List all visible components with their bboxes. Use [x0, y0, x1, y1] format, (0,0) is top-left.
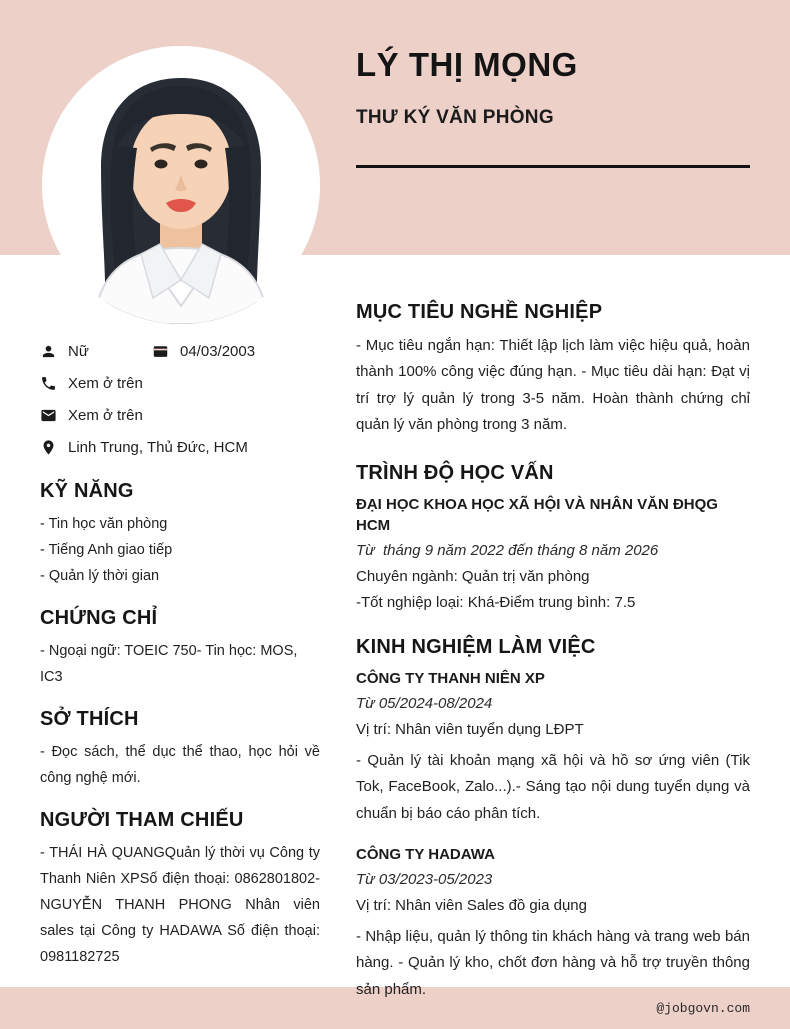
skill-item: - Quản lý thời gian [40, 568, 160, 584]
portrait-photo [42, 46, 320, 324]
job-position: Vị trí: Nhân viên Sales đồ gia dụng [356, 897, 587, 915]
job-company: CÔNG TY THANH NIÊN XP [356, 670, 545, 688]
portrait-illustration [42, 46, 320, 324]
header-block [356, 46, 750, 168]
job-period: Từ 03/2023-05/2023 [356, 871, 493, 889]
header-divider [356, 165, 750, 168]
hobbies-text: - Đọc sách, thể dục thể thao, học hỏi về công nghệ mới. [40, 744, 320, 786]
section-heading-objective: MỤC TIÊU NGHỀ NGHIỆP [356, 301, 603, 323]
job-period: Từ 05/2024-08/2024 [356, 695, 493, 713]
address-field [40, 439, 248, 456]
calendar-icon [152, 343, 169, 360]
email-value: Xem ở trên [68, 406, 143, 424]
education-school: ĐẠI HỌC KHOA HỌC XÃ HỘI VÀ NHÂN VĂN ĐHQG HCM [356, 496, 718, 535]
certificates-list [40, 638, 320, 690]
job-position: Vị trí: Nhân viên tuyển dụng LĐPT [356, 721, 584, 739]
section-heading-education: TRÌNH ĐỘ HỌC VẤN [356, 462, 554, 485]
dob-value: 04/03/2003 [180, 342, 256, 360]
info-row-gender-dob [40, 340, 320, 362]
section-heading-experience: KINH NGHIỆM LÀM VIỆC [356, 636, 596, 659]
phone-icon [40, 375, 57, 392]
job-details: - Quản lý tài khoản mạng xã hội và hồ sơ ứng viên (Tik Tok, FaceBook, Zalo...).- Sáng tạo nội dung tuyển dụng và chuẩn bị báo cáo phân tích. [356, 752, 750, 822]
info-row-email [40, 404, 320, 426]
certificate-item: - Ngoại ngữ: TOEIC 750- Tin học: MOS, IC3 [40, 643, 298, 685]
skill-item: - Tiếng Anh giao tiếp [40, 542, 173, 558]
skill-item: - Tin học văn phòng [40, 516, 168, 532]
right-column [356, 300, 750, 1003]
dob-field [152, 343, 255, 360]
education-major: Chuyên ngành: Quản trị văn phòng [356, 568, 590, 586]
person-icon [40, 343, 57, 360]
page-title: LÝ THỊ MỌNG [356, 46, 578, 83]
education-grade: -Tốt nghiệp loại: Khá-Điểm trung bình: 7.5 [356, 594, 636, 612]
section-heading-references: NGƯỜI THAM CHIẾU [40, 809, 244, 831]
watermark: @jobgovn.com [656, 1000, 750, 1016]
email-field [40, 407, 143, 424]
education-period: Từ tháng 9 năm 2022 đến tháng 8 năm 2026 [356, 542, 659, 560]
section-heading-hobbies: SỞ THÍCH [40, 708, 139, 730]
address-value: Linh Trung, Thủ Đức, HCM [68, 438, 248, 456]
job-title: THƯ KÝ VĂN PHÒNG [356, 107, 554, 128]
section-heading-certificates: CHỨNG CHỈ [40, 607, 158, 629]
gender-value: Nữ [68, 342, 89, 360]
objective-text: - Mục tiêu ngắn hạn: Thiết lập lịch làm việc hiệu quả, hoàn thành 100% công việc đúng hạn. - Mục tiêu dài hạn: Đạt vị trí trợ lý quản lý trong 3-5 năm. Hoàn thành chứng chỉ quản lý văn phòng trong 3 năm. [356, 337, 750, 433]
phone-value: Xem ở trên [68, 374, 143, 392]
location-icon [40, 439, 57, 456]
job-entry [356, 844, 750, 1003]
info-row-address [40, 436, 320, 458]
job-company: CÔNG TY HADAWA [356, 846, 495, 864]
left-column [40, 340, 320, 970]
email-icon [40, 407, 57, 424]
gender-field [40, 343, 152, 360]
job-details: - Nhập liệu, quản lý thông tin khách hàng và trang web bán hàng. - Quản lý kho, chốt đơn hàng và hỗ trợ truyền thông sản phẩm. [356, 928, 750, 998]
info-row-phone [40, 372, 320, 394]
skills-list [40, 511, 320, 589]
job-entry [356, 668, 750, 827]
references-text: - THÁI HÀ QUANGQuản lý thời vụ Công ty Thanh Niên XPSố điện thoại: 0862801802- NGUYỄN THANH PHONG Nhân viên sales tại Công ty HADAWA Số điện thoại: 0981182725 [40, 845, 320, 965]
phone-field [40, 375, 143, 392]
section-heading-skills: KỸ NĂNG [40, 480, 134, 502]
